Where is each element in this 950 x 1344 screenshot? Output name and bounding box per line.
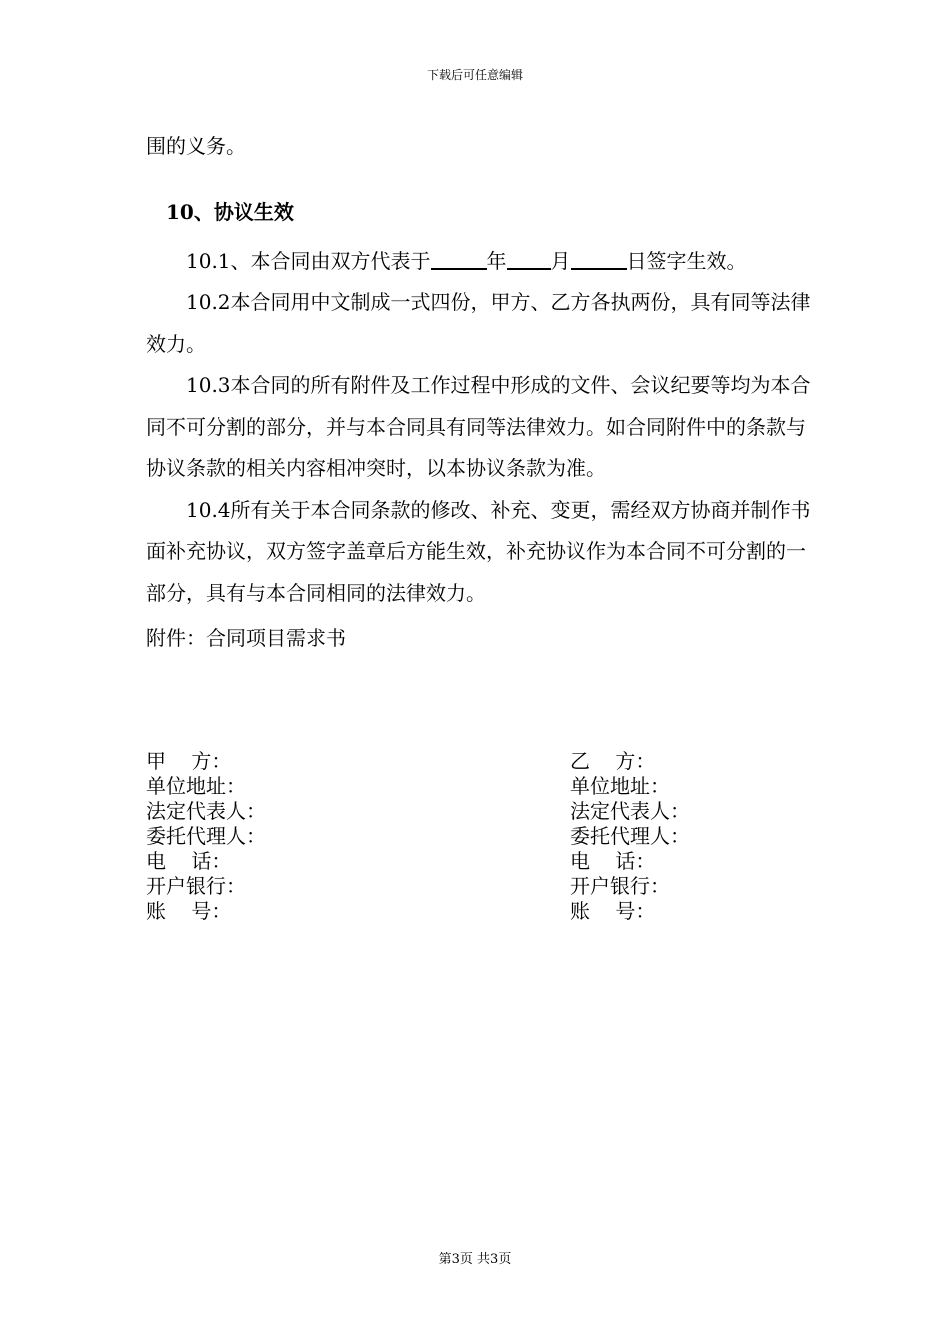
party-a-legal-rep: 法定代表人： — [146, 799, 266, 823]
party-b-phone: 电 话： — [570, 849, 656, 873]
party-b-name: 乙 方： — [570, 749, 656, 773]
section-heading: 10、协议生效 — [166, 199, 294, 224]
party-b-account: 账 号： — [570, 899, 656, 923]
clause-10-1 — [146, 241, 811, 283]
year-label: 年 — [486, 248, 507, 273]
page-footer: 第3页 共3页 — [438, 1252, 512, 1267]
clause-10-2: 10.2本合同用中文制成一式四份，甲方、乙方各执两份，具有同等法律效力。 — [146, 290, 811, 356]
day-blank — [571, 248, 627, 270]
page-header: 下载后可任意编辑 — [426, 68, 523, 82]
party-b-address: 单位地址： — [570, 774, 670, 798]
party-a-address: 单位地址： — [146, 774, 246, 798]
clause-10-3: 10.3本合同的所有附件及工作过程中形成的文件、会议纪要等均为本合同不可分割的部分，并与本合同具有同等法律效力。如合同附件中的条款与协议条款的相关内容相冲突时，以本协议条款为准。 — [146, 373, 811, 480]
party-b-legal-rep: 法定代表人： — [570, 799, 690, 823]
party-a-signature-block — [146, 749, 266, 924]
party-a-bank: 开户银行： — [146, 874, 246, 898]
party-a-name: 甲 方： — [146, 749, 232, 773]
document-body — [146, 126, 811, 658]
month-blank — [507, 248, 551, 270]
continuation-text: 围的义务。 — [146, 134, 246, 158]
party-b-bank: 开户银行： — [570, 874, 670, 898]
day-label: 日签字生效。 — [626, 248, 747, 273]
party-b-signature-block — [570, 749, 690, 924]
clause-10-4: 10.4所有关于本合同条款的修改、补充、变更，需经双方协商并制作书面补充协议，双方签字盖章后方能生效，补充协议作为本合同不可分割的一部分，具有与本合同相同的法律效力。 — [146, 497, 811, 605]
party-b-agent: 委托代理人： — [570, 824, 690, 848]
party-a-phone: 电 话： — [146, 849, 232, 873]
attachment-line: 附件：合同项目需求书 — [146, 626, 346, 650]
month-label: 月 — [550, 248, 571, 273]
party-a-agent: 委托代理人： — [146, 824, 266, 848]
party-a-account: 账 号： — [146, 899, 232, 923]
clause-10-1-prefix: 10.1、本合同由双方代表于 — [186, 248, 431, 273]
year-blank — [431, 248, 487, 270]
